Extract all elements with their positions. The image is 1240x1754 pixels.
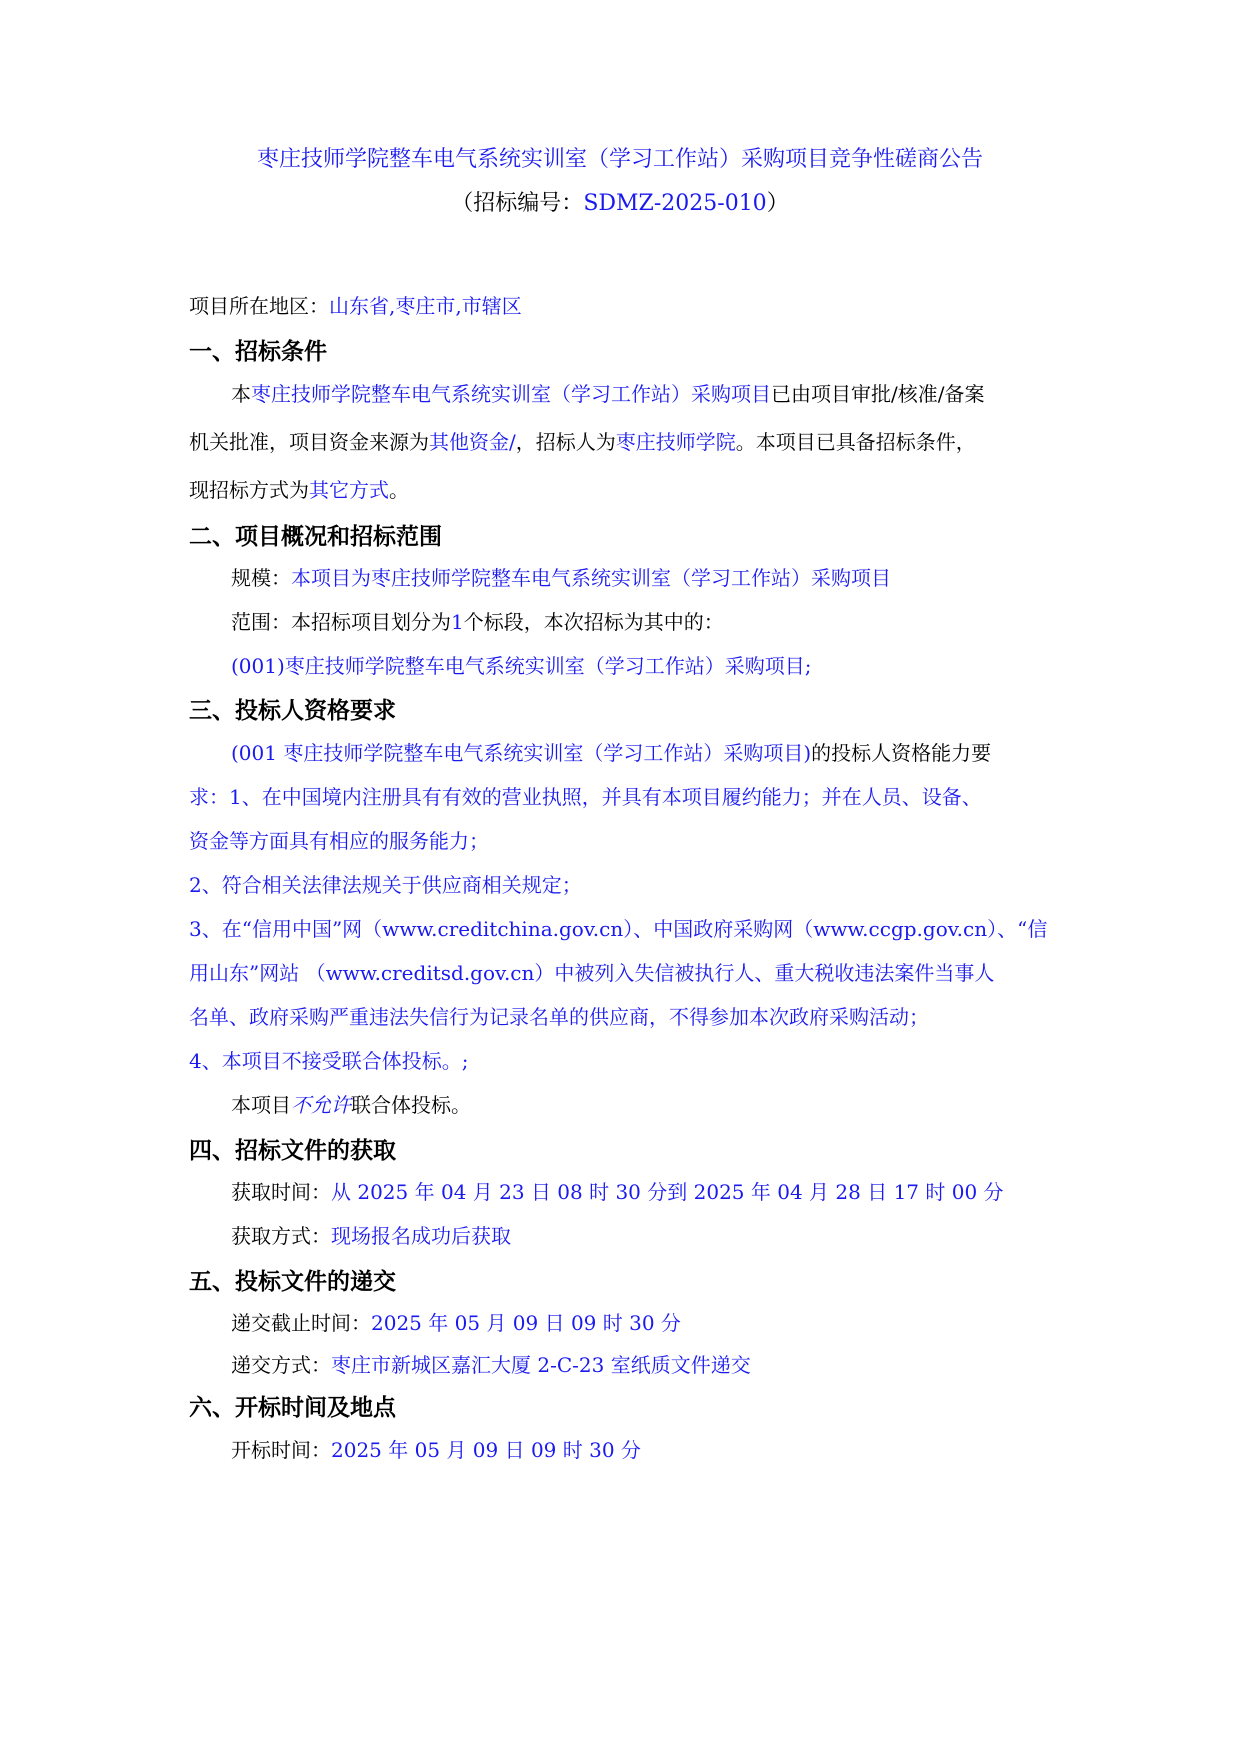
s1-project-name: 枣庄技师学院整车电气系统实训室（学习工作站）采购项目 bbox=[251, 382, 771, 406]
s1-text: ，招标人为 bbox=[515, 430, 616, 454]
location-label: 项目所在地区： bbox=[189, 294, 329, 318]
section-2-scale bbox=[231, 562, 891, 591]
section-3-line-3: 资金等方面具有相应的服务能力； bbox=[189, 829, 489, 853]
s1-text: 现招标方式为 bbox=[189, 478, 309, 502]
section-4-method bbox=[231, 1220, 511, 1249]
location-value: 山东省,枣庄市,市辖区 bbox=[329, 294, 522, 318]
s1-fund-source: 其他资金/ bbox=[429, 430, 516, 454]
section-2-heading: 二、项目概况和招标范围 bbox=[189, 524, 442, 550]
section-3-line-2: 求：1、在中国境内注册具有有效的营业执照，并具有本项目履约能力；并在人员、设备、 bbox=[189, 785, 982, 809]
section-3-heading: 三、投标人资格要求 bbox=[189, 698, 396, 724]
document-title: 枣庄技师学院整车电气系统实训室（学习工作站）采购项目竞争性磋商公告 bbox=[256, 147, 983, 172]
section-3-line-4: 2、符合相关法律法规关于供应商相关规定； bbox=[189, 873, 582, 897]
s1-tenderer: 枣庄技师学院 bbox=[615, 430, 736, 454]
obtain-time-label: 获取时间： bbox=[231, 1180, 331, 1204]
obtain-method-value: 现场报名成功后获取 bbox=[331, 1224, 511, 1248]
bid-number-close: ） bbox=[766, 191, 789, 216]
section-6-heading: 六、开标时间及地点 bbox=[189, 1395, 396, 1421]
deadline-label: 递交截止时间： bbox=[231, 1311, 371, 1335]
deadline-value: 2025 年 05 月 09 日 09 时 30 分 bbox=[371, 1311, 681, 1335]
obtain-time-value: 从 2025 年 04 月 23 日 08 时 30 分到 2025 年 04 月 28 日 17 时 00 分 bbox=[331, 1180, 1004, 1204]
s1-text: 。本项目已具备招标条件， bbox=[735, 430, 976, 454]
section-4-heading: 四、招标文件的获取 bbox=[189, 1138, 396, 1164]
section-1-line-1 bbox=[231, 378, 984, 407]
section-6-time bbox=[231, 1434, 641, 1463]
bid-number-label: （招标编号： bbox=[451, 191, 584, 216]
submit-method-label: 递交方式： bbox=[231, 1353, 331, 1377]
consortium-value: 不允许 bbox=[291, 1093, 351, 1117]
section-1-line-3 bbox=[189, 474, 409, 503]
scale-label: 规模： bbox=[231, 566, 291, 590]
s1-text: 。 bbox=[389, 478, 409, 502]
section-5-deadline bbox=[231, 1307, 681, 1336]
project-location bbox=[189, 290, 522, 319]
s1-text: 已由项目审批/核准/备案 bbox=[771, 382, 985, 406]
section-2-range bbox=[231, 606, 724, 635]
range-text: 个标段，本次招标为其中的： bbox=[463, 610, 724, 634]
range-text: 范围：本招标项目划分为 bbox=[231, 610, 451, 634]
bid-number-value: SDMZ-2025-010 bbox=[583, 191, 767, 216]
s1-text: 本 bbox=[231, 382, 251, 406]
section-3-line-7: 名单、政府采购严重违法失信行为记录名单的供应商，不得参加本次政府采购活动； bbox=[189, 1005, 929, 1029]
section-4-time bbox=[231, 1176, 1004, 1205]
consortium-text: 联合体投标。 bbox=[351, 1093, 471, 1117]
section-3-line-8: 4、本项目不接受联合体投标。; bbox=[189, 1049, 469, 1073]
scale-value: 本项目为枣庄技师学院整车电气系统实训室（学习工作站）采购项目 bbox=[291, 566, 891, 590]
section-2-lot: (001)枣庄技师学院整车电气系统实训室（学习工作站）采购项目; bbox=[231, 654, 812, 678]
s1-tender-method: 其它方式 bbox=[309, 478, 389, 502]
section-3-line-1 bbox=[231, 737, 991, 766]
section-3-consortium bbox=[231, 1089, 471, 1118]
s1-text: 机关批准，项目资金来源为 bbox=[189, 430, 429, 454]
s3-lot-ref: (001 枣庄技师学院整车电气系统实训室（学习工作站）采购项目) bbox=[231, 741, 812, 765]
submit-method-value: 枣庄市新城区嘉汇大厦 2-C-23 室纸质文件递交 bbox=[331, 1353, 751, 1377]
section-5-method bbox=[231, 1349, 751, 1378]
section-1-line-2 bbox=[189, 426, 976, 455]
opening-time-label: 开标时间： bbox=[231, 1438, 331, 1462]
section-1-heading: 一、招标条件 bbox=[189, 339, 327, 365]
obtain-method-label: 获取方式： bbox=[231, 1224, 331, 1248]
range-lot-count: 1 bbox=[451, 610, 464, 634]
section-5-heading: 五、投标文件的递交 bbox=[189, 1269, 396, 1295]
section-3-line-5: 3、在“信用中国”网（www.creditchina.gov.cn）、中国政府采购网（www.ccgp.gov.cn）、“信 bbox=[189, 917, 1048, 941]
section-3-line-6: 用山东”网站 （www.creditsd.gov.cn）中被列入失信被执行人、重大税收违法案件当事人 bbox=[189, 961, 995, 985]
s3-text: 的投标人资格能力要 bbox=[811, 741, 992, 765]
bid-number bbox=[0, 186, 1240, 217]
consortium-text: 本项目 bbox=[231, 1093, 291, 1117]
opening-time-value: 2025 年 05 月 09 日 09 时 30 分 bbox=[331, 1438, 641, 1462]
